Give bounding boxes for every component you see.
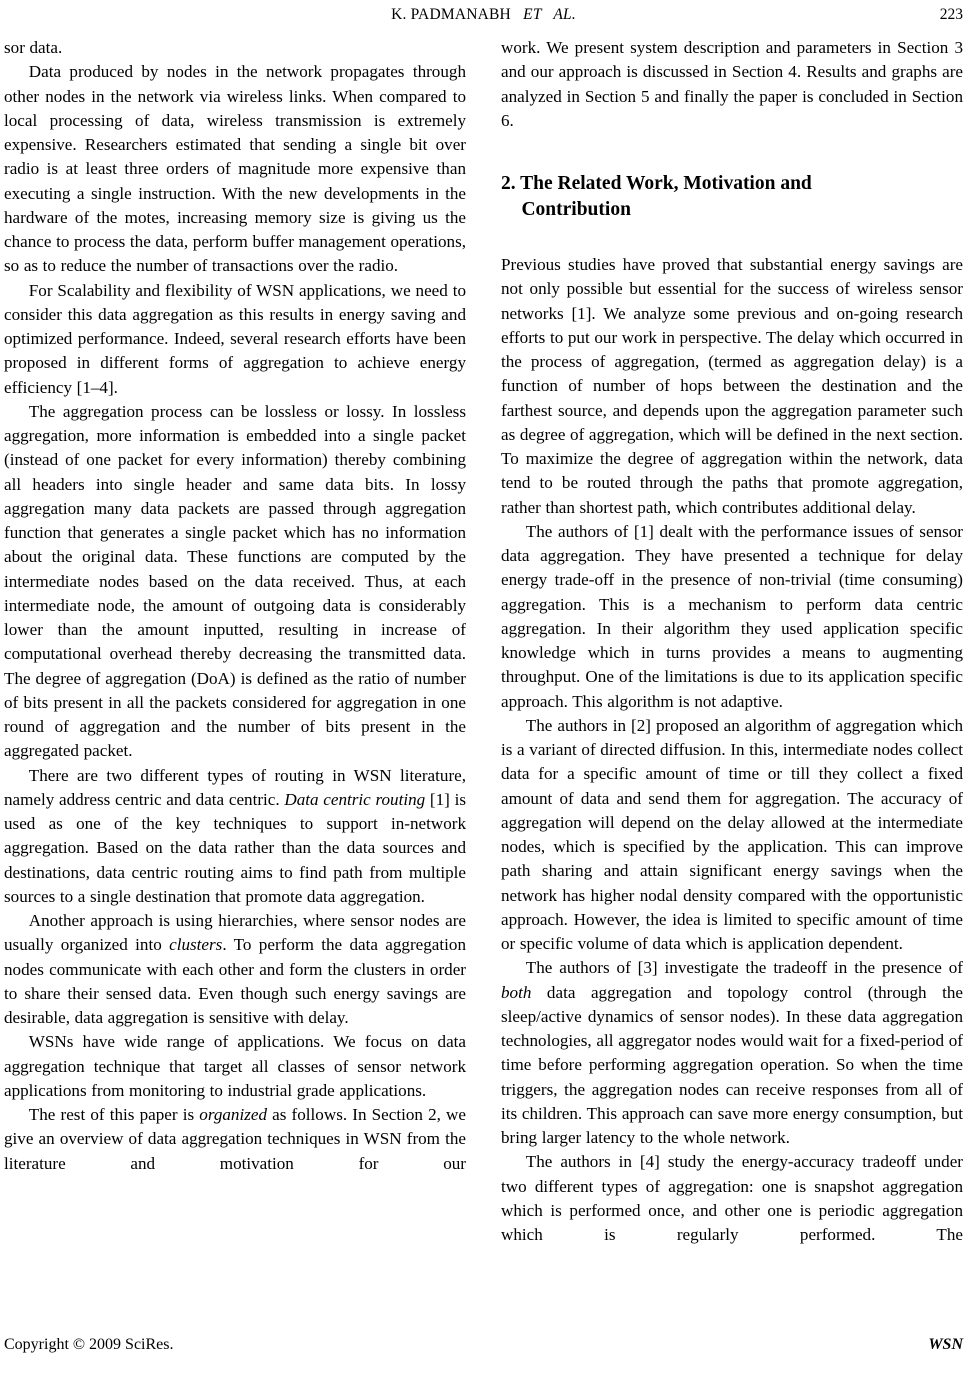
left-column: [4, 36, 466, 1306]
emphasis-clusters: clusters: [169, 935, 223, 955]
page-footer: [4, 1336, 963, 1358]
paragraph-wsns-applications: WSNs have wide range of applications. We focus on data aggregation technique that target all classes of sensor network applications from monitoring to industrial grade applications.: [4, 1032, 466, 1100]
paragraph-previous-studies: Previous studies have proved that substantial energy savings are not only possible but essential for the success of wireless sensor networks [1]. We analyze some previous and on-going research efforts to put our work in perspective. The delay which occurred in the process of aggregation, (termed as aggregation delay) is a function of number of hops between the destination and the farthest source, and depends upon the aggregation parameter such as degree of aggregation, which will be defined in the next section. To maximize the degree of aggregation within the network, data tend to be routed through the paths that promote aggregation, rather than shortest path, which contributes additional delay.: [501, 255, 963, 517]
running-head-title: [0, 6, 967, 24]
text-segment: Another approach is using hierarchies, where sensor nodes are usually organized into: [4, 911, 466, 955]
section-heading-line-1: 2. The Related Work, Motivation and: [501, 173, 812, 194]
paragraph-work-continued: work. We present system description and parameters in Section 3 and our approach is discussed in Section 4. Results and graphs are analyzed in Section 5 and finally the paper is concluded in Section 6.: [501, 38, 963, 130]
paragraph-data-produced: Data produced by nodes in the network propagates through other nodes in the network via wireless links. When compared to local processing of data, wireless transmission is extremely expensive. Researchers estimated that sending a single bit over radio is at least three orders of magnitude more expensive than executing a single instruction. With the new developments in the hardware of the motes, increasing memory size is giving us the chance to process the data, perform buffer management operations, so as to reduce the number of transactions over the radio.: [4, 62, 466, 276]
copyright-notice: Copyright © 2009 SciRes.: [4, 1336, 174, 1353]
page-number: 223: [939, 6, 963, 23]
paragraph-sor-data: sor data.: [4, 38, 63, 57]
heading-spacer-top: [501, 133, 963, 171]
paragraph-routing-types: [4, 764, 466, 910]
paragraph-authors-in-4: The authors in [4] study the energy-accuracy tradeoff under two different types of aggregation: one is snapshot aggregation which is performed once, and other one is periodic aggregation which is regularly performed. The: [501, 1152, 963, 1244]
text-segment: data aggregation and topology control (through the sleep/active dynamics of sensor nodes). In these data aggregation technologies, all aggregator nodes would wait for a fixed-period of time before performing aggregation operation. So when the time triggers, the aggregation nodes can receive responses from all of its children. This approach can save more energy consumption, but bring larger latency to the whole network.: [501, 982, 963, 1147]
paragraph-aggregation-process: The aggregation process can be lossless or lossy. In lossless aggregation, more information is embedded into a single packet (instead of one packet for every information) thereby combining all headers into single header and same data bits. In lossy aggregation many data packets are passed through aggregation function that generates a single packet which has no information about the original data. These functions are computed by the intermediate nodes based on the data received. Thus, at each intermediate node, the amount of outgoing data is considerably lower than the amount inputted, resulting in increase of computational overhead thereby decreasing the transmitted data. The degree of aggregation (DoA) is defined as the ratio of number of bits present in all the packets considered for aggregation in one round of aggregation and the number of bits present in the aggregated packet.: [4, 401, 466, 761]
text-segment: . To perform the data aggregation nodes communicate with each other and form the clusters in order to share their sensed data. Even though such energy savings are desirable, data aggregation is sensitive with delay.: [4, 935, 466, 1027]
running-head-etal: ET AL.: [523, 6, 576, 23]
text-segment: [1] is used as one of the key techniques to support in-network aggregation. Based on the data rather than the data sources and destinations, data centric routing aims to find path from multiple sources to a single destination that promote data aggregation.: [4, 789, 466, 906]
right-column: [501, 36, 963, 1306]
running-head-author: K. PADMANABH: [391, 6, 511, 23]
text-segment: The rest of this paper is: [28, 1105, 200, 1124]
paragraph-authors-of-3: [501, 956, 963, 1150]
text-segment: There are two different types of routing in WSN literature, namely address centric and data centric.: [4, 765, 466, 809]
paragraph-hierarchies: [4, 909, 466, 1030]
paragraph-authors-of-1: The authors of [1] dealt with the performance issues of sensor data aggregation. They have presented a technique for delay energy trade-off in the presence of non-trivial (time consuming) aggregation. This is a mechanism to perform data centric aggregation. In their algorithm they used application specific knowledge which in turns provides a means to augmenting throughput. One of the limitations is due to its application specific approach. This algorithm is not adaptive.: [501, 521, 963, 711]
text-segment: The authors of [3] investigate the tradeoff in the presence of: [525, 958, 963, 978]
emphasis-data-centric-routing: Data centric routing: [284, 789, 426, 809]
section-heading-2: [501, 171, 963, 223]
body-columns: [4, 36, 963, 1306]
paragraph-scalability: For Scalability and flexibility of WSN applications, we need to consider this data aggregation as this results in energy saving and optimized performance. Indeed, several research efforts have been proposed in different forms of aggregation to achieve energy efficiency [1–4].: [4, 280, 466, 397]
emphasis-organized: organized: [199, 1105, 268, 1124]
emphasis-both: both: [501, 982, 532, 1002]
section-heading-line-2: Contribution: [521, 199, 631, 220]
running-head: [0, 6, 967, 26]
journal-abbreviation: WSN: [928, 1336, 963, 1353]
paragraph-authors-in-2: The authors in [2] proposed an algorithm of aggregation which is a variant of directed diffusion. In this, intermediate nodes collect data for a specific amount of time or till they collect a fixed amount of data and send them for aggregation. The accuracy of aggregation will depend on the delay allowed at the intermediate nodes, which is specified by the application. This can improve path sharing and attain significant energy savings when the network has higher nodal density compared with the opportunistic approach. However, the idea is limited to specific amount of time or specific volume of data which is application dependent.: [501, 715, 963, 953]
paragraph-rest-of-paper: [4, 1103, 466, 1176]
heading-spacer-bottom: [501, 223, 963, 253]
text-segment: as follows. In Section 2, we give an overview of data aggregation techniques in WSN from the literature and motivation for our: [4, 1105, 466, 1173]
